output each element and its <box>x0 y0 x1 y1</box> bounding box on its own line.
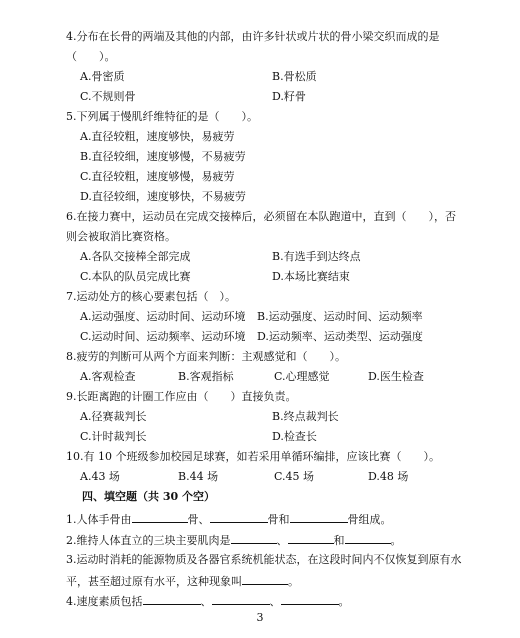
q9-option-b: B.终点裁判长 <box>272 410 339 423</box>
fill-2-text-d: 。 <box>390 534 402 547</box>
q4-stem-line1: 4.分布在长骨的两端及其他的内部，由许多针状或片状的骨小梁交织而成的是 <box>66 30 440 43</box>
fill-4-blank-2[interactable] <box>212 593 270 605</box>
fill-1-text-c: 骨和 <box>267 513 290 526</box>
fill-3-line1: 3.运动时消耗的能源物质及各器官系统机能状态，在这段时间内不仅恢复到原有水 <box>66 553 462 566</box>
q8-option-b: B.客观指标 <box>178 370 234 383</box>
q8-stem: 8.疲劳的判断可从两个方面来判断：主观感觉和（ ）。 <box>66 350 346 363</box>
fill-4-blank-3[interactable] <box>281 593 339 605</box>
fill-1-blank-2[interactable] <box>210 511 268 523</box>
q9-stem: 9.长距离跑的计圈工作应由（ ）直接负责。 <box>66 390 297 403</box>
q7-option-c: C.运动时间、运动频率、运动环境 <box>80 330 246 343</box>
q7-option-b: B.运动强度、运动时间、运动频率 <box>257 310 423 323</box>
fill-2-text-a: 2.维持人体直立的三块主要肌肉是 <box>66 534 231 547</box>
fill-4-text-c: 、 <box>269 595 281 608</box>
q4-option-c: C.不规则骨 <box>80 90 136 103</box>
q9-option-a: A.径赛裁判长 <box>80 410 147 423</box>
fill-1-blank-1[interactable] <box>132 511 188 523</box>
section-title: 四、填空题（共 30 个空） <box>82 490 215 503</box>
q10-option-c: C.45 场 <box>274 470 315 483</box>
q6-option-c: C.本队的队员完成比赛 <box>80 270 191 283</box>
fill-4-blank-1[interactable] <box>143 593 201 605</box>
fill-1-text-a: 1.人体手骨由 <box>66 513 132 526</box>
q5-option-d: D.直径较细，速度够快，不易疲劳 <box>80 190 246 203</box>
fill-3-blank-1[interactable] <box>242 573 288 585</box>
q6-option-b: B.有选手到达终点 <box>272 250 361 263</box>
fill-4-text-a: 4.速度素质包括 <box>66 595 143 608</box>
q5-option-b: B.直径较细，速度够慢，不易疲劳 <box>80 150 246 163</box>
fill-1 <box>66 511 392 527</box>
q8-option-a: A.客观检查 <box>80 370 136 383</box>
q5-option-c: C.直径较粗，速度够慢，易疲劳 <box>80 170 235 183</box>
fill-2-text-c: 和 <box>333 534 345 547</box>
q10-stem: 10.有 10 个班级参加校园足球赛，如若采用单循环编排，应该比赛（ ）。 <box>66 450 440 463</box>
q4-option-a: A.骨密质 <box>80 70 125 83</box>
q10-option-b: B.44 场 <box>178 470 219 483</box>
fill-2 <box>66 532 402 548</box>
fill-3-text-a: 平，甚至超过原有水平，这种现象叫 <box>66 575 242 588</box>
fill-4 <box>66 593 350 609</box>
page-number: 3 <box>256 611 264 624</box>
q10-option-d: D.48 场 <box>368 470 409 483</box>
fill-1-blank-3[interactable] <box>290 511 348 523</box>
fill-2-blank-3[interactable] <box>345 532 391 544</box>
q7-stem: 7.运动处方的核心要素包括（ ）。 <box>66 290 236 303</box>
fill-1-text-b: 骨、 <box>187 513 210 526</box>
fill-2-blank-1[interactable] <box>231 532 277 544</box>
q4-stem-line2: （ ）。 <box>66 50 116 63</box>
q6-option-a: A.各队交接棒全部完成 <box>80 250 191 263</box>
fill-2-text-b: 、 <box>276 534 288 547</box>
q7-option-a: A.运动强度、运动时间、运动环境 <box>80 310 246 323</box>
q9-option-d: D.检查长 <box>272 430 317 443</box>
fill-2-blank-2[interactable] <box>288 532 334 544</box>
q5-stem: 5.下列属于慢肌纤维特征的是（ ）。 <box>66 110 258 123</box>
q8-option-d: D.医生检查 <box>368 370 424 383</box>
q9-option-c: C.计时裁判长 <box>80 430 147 443</box>
fill-4-text-b: 、 <box>200 595 212 608</box>
q7-option-d: D.运动频率、运动类型、运动强度 <box>257 330 423 343</box>
q6-option-d: D.本场比赛结束 <box>272 270 350 283</box>
q6-stem-line2: 则会被取消比赛资格。 <box>66 230 176 243</box>
q5-option-a: A.直径较粗，速度够快，易疲劳 <box>80 130 235 143</box>
fill-3-text-b: 。 <box>288 575 299 588</box>
q6-stem-line1: 6.在接力赛中，运动员在完成交接棒后，必须留在本队跑道中，直到（ ），否 <box>66 210 456 223</box>
q4-option-b: B.骨松质 <box>272 70 317 83</box>
fill-4-text-d: 。 <box>338 595 350 608</box>
q8-option-c: C.心理感觉 <box>274 370 330 383</box>
fill-1-text-d: 骨组成。 <box>347 513 392 526</box>
q10-option-a: A.43 场 <box>80 470 120 483</box>
q4-option-d: D.籽骨 <box>272 90 306 103</box>
fill-3-line2 <box>66 573 299 589</box>
